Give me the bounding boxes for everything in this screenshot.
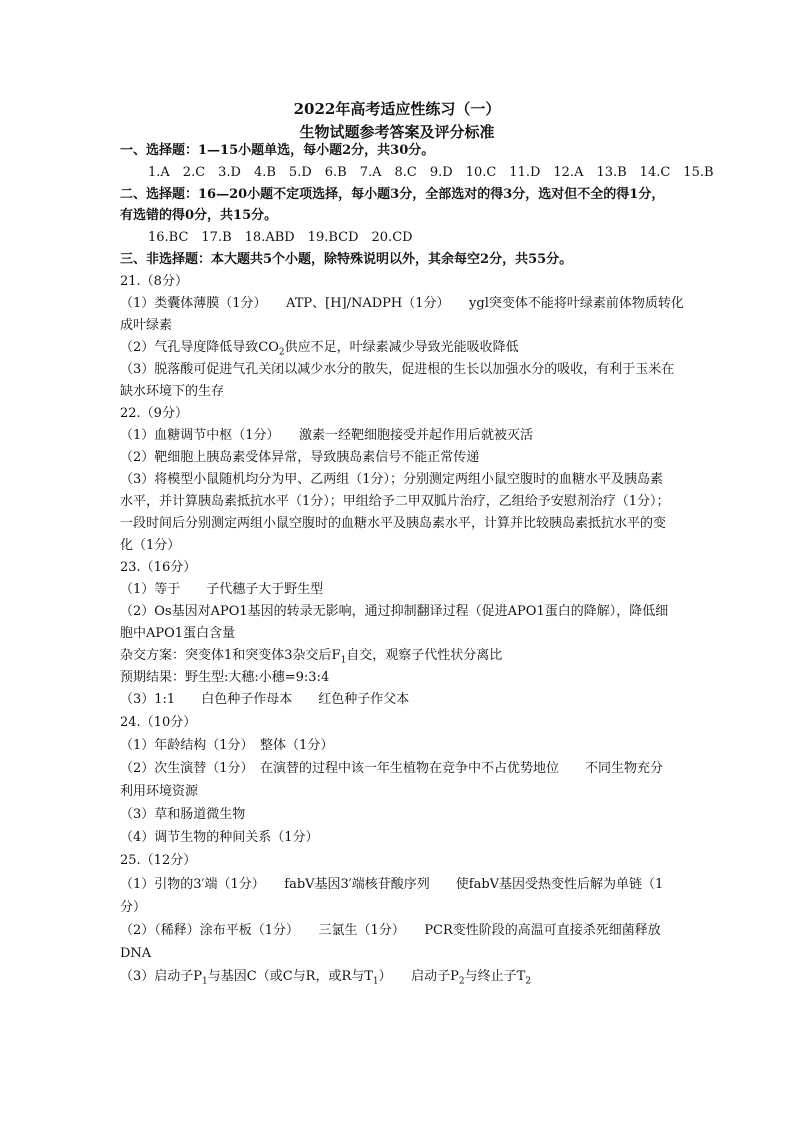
section-1-answers: 1.A 2.C 3.D 4.B 5.D 6.B 7.A 8.C 9.D 10.C 11.D 12.A 13.B 14.C 15.B — [148, 165, 714, 180]
q21-line: （1）类囊体薄膜（1分） ATP、[H]/NADPH（1分） ygl突变体不能将叶绿素前体物质转化 — [120, 296, 684, 311]
section-1-heading: 一、选择题：1—15小题单选，每小题2分，共30分。 — [120, 143, 435, 158]
section-2-heading: 二、选择题：16—20小题不定项选择，每小题3分，全部选对的得3分，选对但不全的得1分， — [120, 187, 665, 202]
question-21-heading: 21.（8分） — [120, 274, 188, 289]
question-24-heading: 24.（10分） — [120, 715, 197, 730]
q21-line: 成叶绿素 — [120, 318, 173, 333]
q24-line: （2）次生演替（1分） 在演替的过程中该一年生植物在竞争中不占优势地位 不同生物充分 — [120, 761, 664, 776]
section-3-heading: 三、非选择题：本大题共5个小题，除特殊说明以外，其余每空2分，共55分。 — [120, 252, 573, 267]
section-2-heading-cont: 有选错的得0分，共15分。 — [120, 208, 278, 223]
q23-line: 胞中APO1蛋白含量 — [120, 626, 236, 641]
q23-line: 预期结果：野生型:大穗:小穗=9:3:4 — [120, 670, 330, 685]
q25-line: DNA — [120, 946, 152, 961]
question-22-heading: 22.（9分） — [120, 406, 188, 421]
q21-line: 缺水环境下的生存 — [120, 384, 225, 399]
q24-line: 利用环境资源 — [120, 784, 199, 799]
q24-line: （3）草和肠道微生物 — [120, 807, 246, 822]
q25-line: （3）启动子$P_1$与基因C（或C与R，或R与$T_1$） 启动子$P_2$与终止子$T_2$ — [120, 969, 532, 987]
q22-line: 化（1分） — [120, 538, 181, 553]
q21-line: （3）脱落酸可促进气孔关闭以减少水分的散失，促进根的生长以加强水分的吸收，有利于玉米在 — [120, 362, 675, 377]
q25-line: （2）（稀释）涂布平板（1分） 三氯生（1分） PCR变性阶段的高温可直接杀死细菌释放 — [120, 923, 661, 938]
page-subtitle: 生物试题参考答案及评分标准 — [299, 123, 495, 141]
q21-line: （2）气孔导度降低导致$CO_2$供应不足，叶绿素减少导致光能吸收降低 — [120, 340, 519, 358]
q23-line: （1）等于 子代穗子大于野生型 — [120, 582, 324, 597]
q22-line: （2）靶细胞上胰岛素受体异常，导致胰岛素信号不能正常传递 — [120, 450, 480, 465]
q22-line: 一段时间后分别测定两组小鼠空腹时的血糖水平及胰岛素水平，计算并比较胰岛素抵抗水平的变 — [120, 516, 667, 531]
q23-line: （3）1:1 白色种子作母本 红色种子作父本 — [120, 692, 410, 707]
q25-line: 分） — [120, 900, 147, 915]
q24-line: （1）年龄结构（1分） 整体（1分） — [120, 738, 334, 753]
q22-line: （1）血糖调节中枢（1分） 激素一经靶细胞接受并起作用后就被灭活 — [120, 428, 534, 443]
q22-line: 水平，并计算胰岛素抵抗水平（1分）；甲组给予二甲双胍片治疗，乙组给予安慰剂治疗（1分）； — [120, 494, 670, 509]
q25-line: （1）引物的3′端（1分） fabV基因3′端核苷酸序列 使fabV基因受热变性后解为单链（1 — [120, 877, 664, 892]
question-25-heading: 25.（12分） — [120, 853, 197, 868]
q22-line: （3）将模型小鼠随机均分为甲、乙两组（1分）；分别测定两组小鼠空腹时的血糖水平及胰岛素 — [120, 472, 664, 487]
question-23-heading: 23.（16分） — [120, 560, 197, 575]
page-title: 2022年高考适应性练习（一） — [293, 100, 501, 118]
q23-line: 杂交方案：突变体1和突变体3杂交后$F_1$自交，观察子代性状分离比 — [120, 648, 503, 666]
q24-line: （4）调节生物的种间关系（1分） — [120, 830, 319, 845]
q23-line: （2）Os基因对APO1基因的转录无影响，通过抑制翻译过程（促进APO1蛋白的降解），降低细 — [120, 604, 669, 619]
section-2-answers: 16.BC 17.B 18.ABD 19.BCD 20.CD — [148, 230, 413, 245]
